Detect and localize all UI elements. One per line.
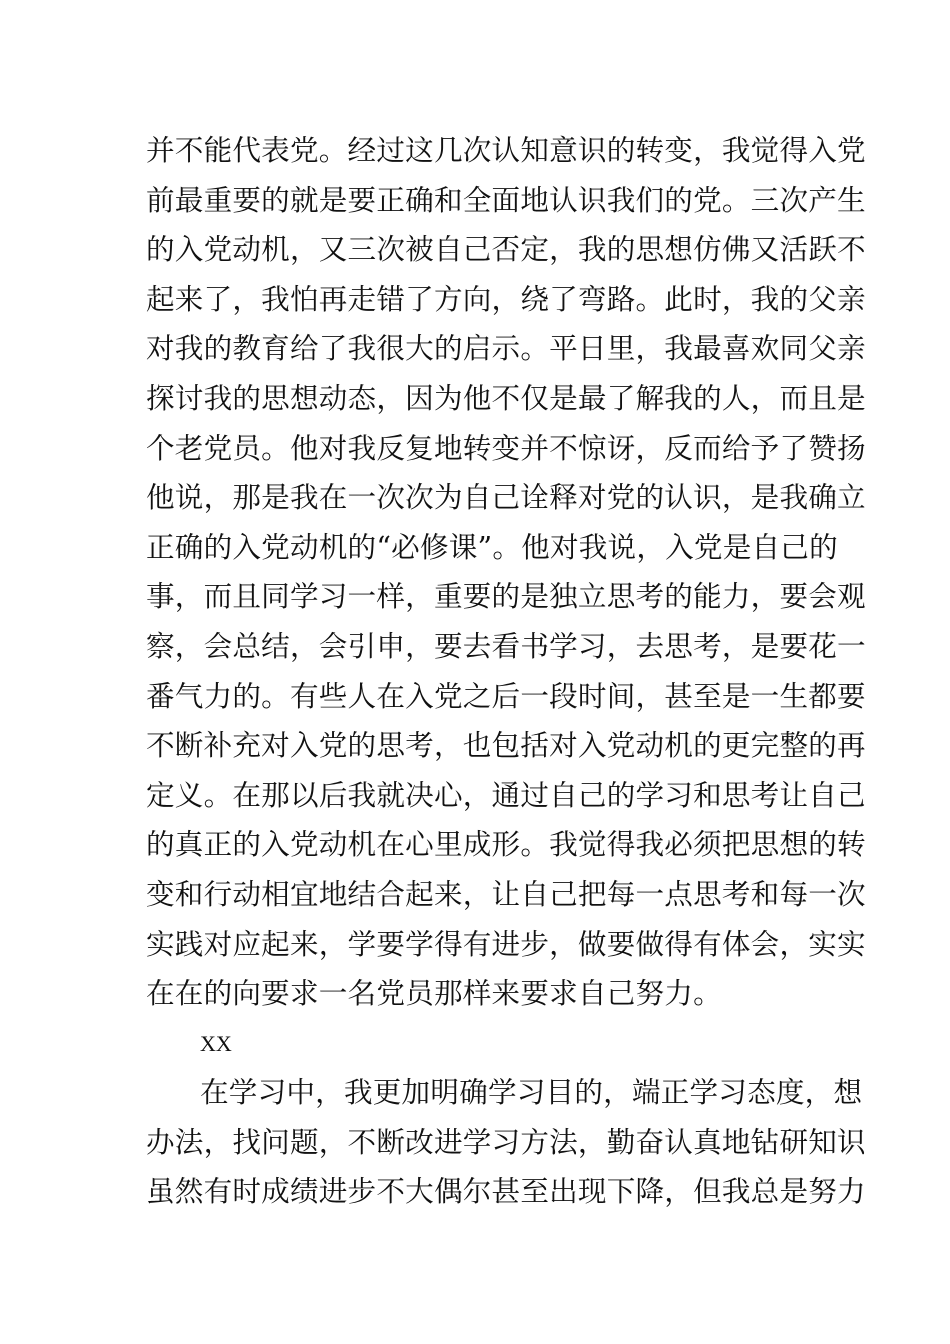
text-line: 变和行动相宜地结合起来，让自己把每一点思考和每一次: [146, 876, 866, 911]
text-line: 探讨我的思想动态，因为他不仅是最了解我的人，而且是: [146, 380, 866, 415]
text-line: 察，会总结，会引申，要去看书学习，去思考，是要花一: [146, 628, 866, 663]
text-line: 他说，那是我在一次次为自己诠释对党的认识，是我确立: [146, 480, 866, 515]
text-line: 正确的入党动机的“必修课”。他对我说，入党是自己的: [146, 529, 838, 564]
text-line: 事，而且同学习一样，重要的是独立思考的能力，要会观: [146, 579, 866, 614]
text-line: 并不能代表党。经过这几次认知意识的转变，我觉得入党: [146, 133, 866, 167]
text-line: 虽然有时成绩进步不大偶尔甚至出现下降，但我总是努力: [146, 1174, 866, 1209]
text-line: 在学习中，我更加明确学习目的，端正学习态度，想: [200, 1075, 863, 1110]
text-line: 番气力的。有些人在入党之后一段时间，甚至是一生都要: [146, 678, 866, 713]
text-line: 个老党员。他对我反复地转变并不惊讶，反而给予了赞扬: [146, 430, 866, 465]
text-line: 实践对应起来，学要学得有进步，做要做得有体会，实实: [146, 926, 866, 961]
text-line: 的真正的入党动机在心里成形。我觉得我必须把思想的转: [146, 827, 866, 862]
section-marker: XX: [200, 1030, 232, 1056]
text-line: 的入党动机，又三次被自己否定，我的思想仿佛又活跃不: [146, 232, 866, 267]
text-line: 对我的教育给了我很大的启示。平日里，我最喜欢同父亲: [146, 331, 866, 366]
text-line: 前最重要的就是要正确和全面地认识我们的党。三次产生: [146, 182, 866, 217]
text-line: 在在的向要求一名党员那样来要求自己努力。: [146, 976, 722, 1011]
text-line: 定义。在那以后我就决心，通过自己的学习和思考让自己: [146, 777, 866, 812]
text-line: 不断补充对入党的思考，也包括对入党动机的更完整的再: [146, 728, 866, 763]
text-line: 办法，找问题，不断改进学习方法，勤奋认真地钻研知识: [146, 1124, 866, 1159]
text-line: 起来了，我怕再走错了方向，绕了弯路。此时，我的父亲: [146, 281, 866, 316]
document-body: [146, 126, 866, 1217]
